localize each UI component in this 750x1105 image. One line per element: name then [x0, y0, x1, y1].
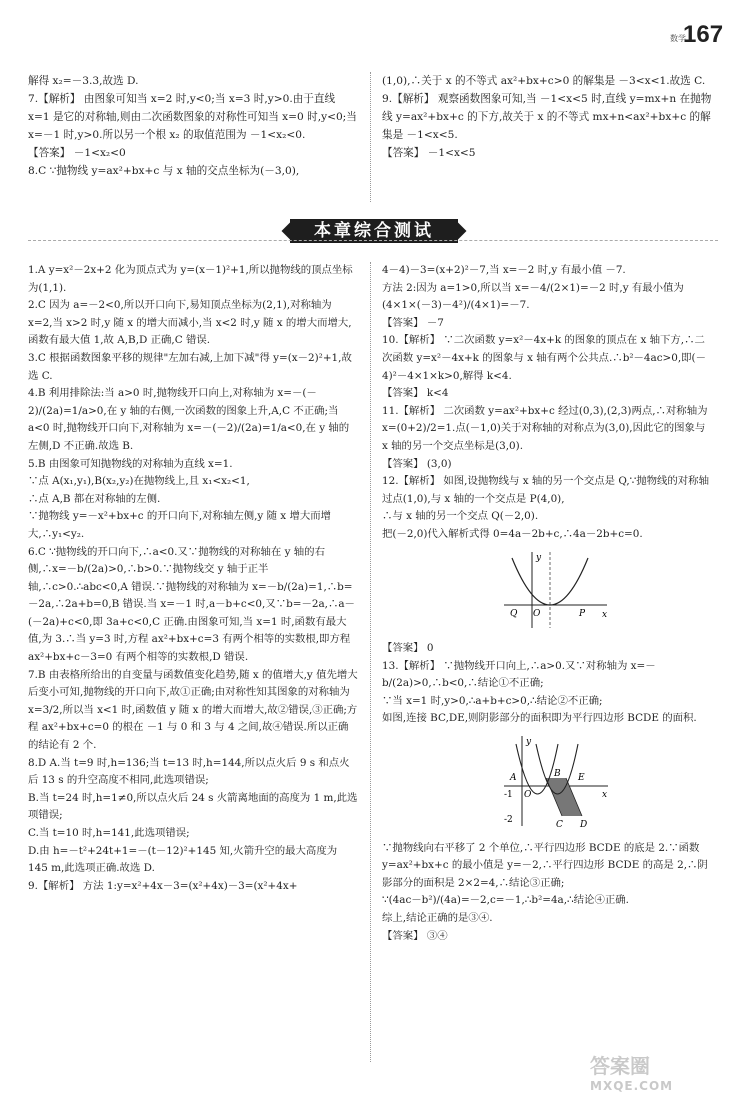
paragraph: 1.A y=x²－2x+2 化为顶点式为 y=(x－1)²+1,所以抛物线的顶点坐标为(1,1).: [28, 264, 353, 294]
answer-line: 【答案】 ③④: [382, 929, 448, 942]
left-column: [28, 262, 358, 895]
paragraph: (1,0),∴关于 x 的不等式 ax²+bx+c>0 的解集是 －3<x<1.故选 C.: [382, 75, 706, 87]
point-p-label: P: [579, 608, 586, 619]
top-right-block: [382, 72, 712, 162]
paragraph: 如图,连接 BC,DE,则阴影部分的面积即为平行四边形 BCDE 的面积.: [382, 712, 697, 725]
paragraph: 9.【解析】 观察函数图象可知,当 －1<x<5 时,直线 y=mx+n 在抛物线 y=ax²+bx+c 的下方,故关于 x 的不等式 mx+n<ax²+bx+c 的解集是 －1<x<5.: [382, 93, 712, 141]
y-axis-label: y: [526, 737, 532, 748]
x-axis-label: x: [602, 609, 608, 620]
paragraph: ∴与 x 轴的另一个交点 Q(－2,0).: [382, 510, 539, 523]
paragraph: 5.B 由图象可知抛物线的对称轴为直线 x=1.: [28, 457, 233, 470]
right-column: [382, 262, 712, 945]
paragraph: 8.D A.当 t=9 时,h=136;当 t=13 时,h=144,所以点火后 9 s 和点火后 13 s 的升空高度不相同,此选项错误;: [28, 756, 350, 787]
paragraph: ∵抛物线向右平移了 2 个单位,∴平行四边形 BCDE 的底是 2.∵函数 y=ax²+bx+c 的最小值是 y=－2,∴平行四边形 BCDE 的高是 2,∴阴影部分的面积是 2×2=4,∴结论③正确;: [382, 841, 708, 889]
origin-label: O: [524, 790, 532, 801]
point-q-label: Q: [510, 608, 518, 619]
subject-label: 数学: [670, 34, 686, 43]
watermark-url: MXQE.COM: [590, 1079, 674, 1093]
paragraph: 2.C 因为 a=－2<0,所以开口向下,易知顶点坐标为(2,1),对称轴为 x=2,当 x>2 时,y 随 x 的增大而减小,当 x<2 时,y 随 x 的增大而增大,函数有最大值 1,故 A,B,D 正确,C 错误.: [28, 299, 352, 347]
answer-line: 【答案】 k<4: [382, 387, 449, 400]
paragraph: 11.【解析】 二次函数 y=ax²+bx+c 经过(0,3),(2,3)两点,∴对称轴为 x=(0+2)/2=1.点(－1,0)关于对称轴的对称点为(3,0),因此它的图象与 x 轴的另一个交点坐标是(3,0).: [382, 404, 708, 452]
paragraph: ∴点 A,B 都在对称轴的左侧.: [28, 492, 161, 505]
answer-line: 【答案】 (3,0): [382, 457, 452, 470]
paragraph: 方法 2:因为 a=1>0,所以当 x=－4/(2×1)=－2 时,y 有最小值为 (4×1×(－3)－4²)/(4×1)=－7.: [382, 281, 684, 312]
point-e-label: E: [578, 773, 585, 784]
paragraph: ∵抛物线 y=－x²+bx+c 的开口向下,对称轴左侧,y 随 x 增大而增大,∴y₁<y₂.: [28, 510, 332, 540]
chapter-title: 本章综合测试: [290, 219, 458, 243]
answer-line: 【答案】 －1<x<5: [382, 147, 476, 159]
point-c-label: C: [556, 820, 563, 830]
answer-line: 【答案】 0: [382, 642, 434, 655]
answer-line: 【答案】 －7: [382, 316, 444, 329]
paragraph: ∵(4ac－b²)/(4a)=－2,c=－1,∴b²=4a,∴结论④正确.: [382, 894, 629, 907]
point-a-label: A: [510, 773, 517, 784]
paragraph: ∵点 A(x₁,y₁),B(x₂,y₂)在抛物线上,且 x₁<x₂<1,: [28, 475, 250, 488]
column-divider: [370, 72, 371, 202]
paragraph: 8.C ∵抛物线 y=ax²+bx+c 与 x 轴的交点坐标为(－3,0),: [28, 165, 300, 177]
section-divider: [28, 240, 718, 241]
parabola-graph-q13: [502, 734, 612, 829]
paragraph: D.由 h=－t²+24t+1=－(t－12)²+145 知,火箭升空的最大高度为 145 m,此选项正确.故选 D.: [28, 844, 338, 875]
paragraph: 3.C 根据函数图象平移的规律"左加右减,上加下减"得 y=(x－2)²+1,故选 C.: [28, 351, 352, 382]
column-divider: [370, 262, 371, 1062]
page-header: [0, 0, 750, 52]
paragraph: 4－4)－3=(x+2)²－7,当 x=－2 时,y 有最小值 －7.: [382, 264, 626, 276]
page-number: 167: [683, 21, 724, 48]
paragraph: C.当 t=10 时,h=141,此选项错误;: [28, 827, 190, 839]
paragraph: B.当 t=24 时,h=1≠0,所以点火后 24 s 火箭离地面的高度为 1 m,此选项错误;: [28, 791, 358, 822]
paragraph: 7.B 由表格所给出的自变量与函数值变化趋势,随 x 的值增大,y 值先增大后变小可知,抛物线的开口向下,故①正确;由对称性知其图象的对称轴为 x=3/2,所以当 x<1 时,函数值 y 随 x 的增大而增大,故②错误,③正确;方程 ax²+bx+c=0 的根在 －1 与 0 和 3 与 4 之间,故④错误.所以正确的结论有 2 个.: [28, 668, 358, 752]
paragraph: 13.【解析】 ∵抛物线开口向上,∴a>0.又∵对称轴为 x=－b/(2a)>0,∴b<0,∴结论①不正确;: [382, 659, 656, 690]
point-d-label: D: [580, 820, 588, 830]
paragraph: 解得 x₂=－3.3,故选 D.: [28, 75, 139, 87]
paragraph: 7.【解析】 由图象可知当 x=2 时,y<0;当 x=3 时,y>0.由于直线 x=1 是它的对称轴,则由二次函数图象的对称性可知当 x=0 时,y<0;当 x=－1 时,y>0.所以另一个根 x₂ 的取值范围为 －1<x₂<0.: [28, 93, 357, 141]
watermark-logo: [590, 1050, 673, 1093]
neg-two-label: -2: [504, 815, 513, 826]
paragraph: 把(－2,0)代入解析式得 0=4a－2b+c,∴4a－2b+c=0.: [382, 527, 643, 540]
answer-line: 【答案】 －1<x₂<0: [28, 147, 126, 159]
top-left-block: [28, 72, 358, 180]
shaded-parallelogram: [546, 778, 582, 816]
paragraph: 综上,结论正确的是③④.: [382, 912, 493, 925]
neg-one-label: -1: [504, 790, 513, 801]
point-b-label: B: [554, 769, 561, 780]
paragraph: 12.【解析】 如图,设抛物线与 x 轴的另一个交点是 Q,∵抛物线的对称轴过点(1,0),与 x 轴的一个交点是 P(4,0),: [382, 475, 709, 505]
watermark-text: 答案圈: [590, 1054, 650, 1078]
x-axis-label: x: [602, 790, 608, 801]
paragraph: 4.B 利用排除法:当 a>0 时,抛物线开口向上,对称轴为 x=－(－2)/(2a)=1/a>0,在 y 轴的右侧,一次函数的图象上升,A,C 不正确;当 a<0 时,抛物线开口向下,对称轴为 x=－(－2)/(2a)=1/a<0,在 y 轴的左侧,D 不正确.故选 B.: [28, 387, 350, 452]
paragraph: 9.【解析】 方法 1:y=x²+4x－3=(x²+4x)－3=(x²+4x+: [28, 879, 298, 892]
paragraph: ∵当 x=1 时,y>0,∴a+b+c>0,∴结论②不正确;: [382, 694, 603, 707]
y-axis-label: y: [536, 552, 542, 563]
paragraph: 6.C ∵抛物线的开口向下,∴a<0.又∵抛物线的对称轴在 y 轴的右侧,∴x=－b/(2a)>0,∴b>0.∵抛物线交 y 轴于正半轴,∴c>0.∴abc<0,A 错误.∵抛物线的对称轴为 x=－b/(2a)=1,∴b=－2a,∴2a+b=0,B 错误.当 x=－1 时,a－b+c<0,又∵b=－2a,∴a－(－2a)+c<0,即 3a+c<0,C 正确.由图象可知,当 x=1 时,函数有最大值,为 3.∴当 y=3 时,方程 ax²+bx+c=3 有两个相等的实数根,即方程 ax²+bx+c－3=0 有两个相等的实数根,D 错误.: [28, 545, 355, 664]
parabola-graph-q12: [502, 550, 612, 630]
origin-label: O: [533, 608, 541, 619]
paragraph: 10.【解析】 ∵二次函数 y=x²－4x+k 的图象的顶点在 x 轴下方,∴二次函数 y=x²－4x+k 的图象与 x 轴有两个公共点.∴b²－4ac>0,即(－4)²－4×1×k>0,解得 k<4.: [382, 334, 706, 382]
